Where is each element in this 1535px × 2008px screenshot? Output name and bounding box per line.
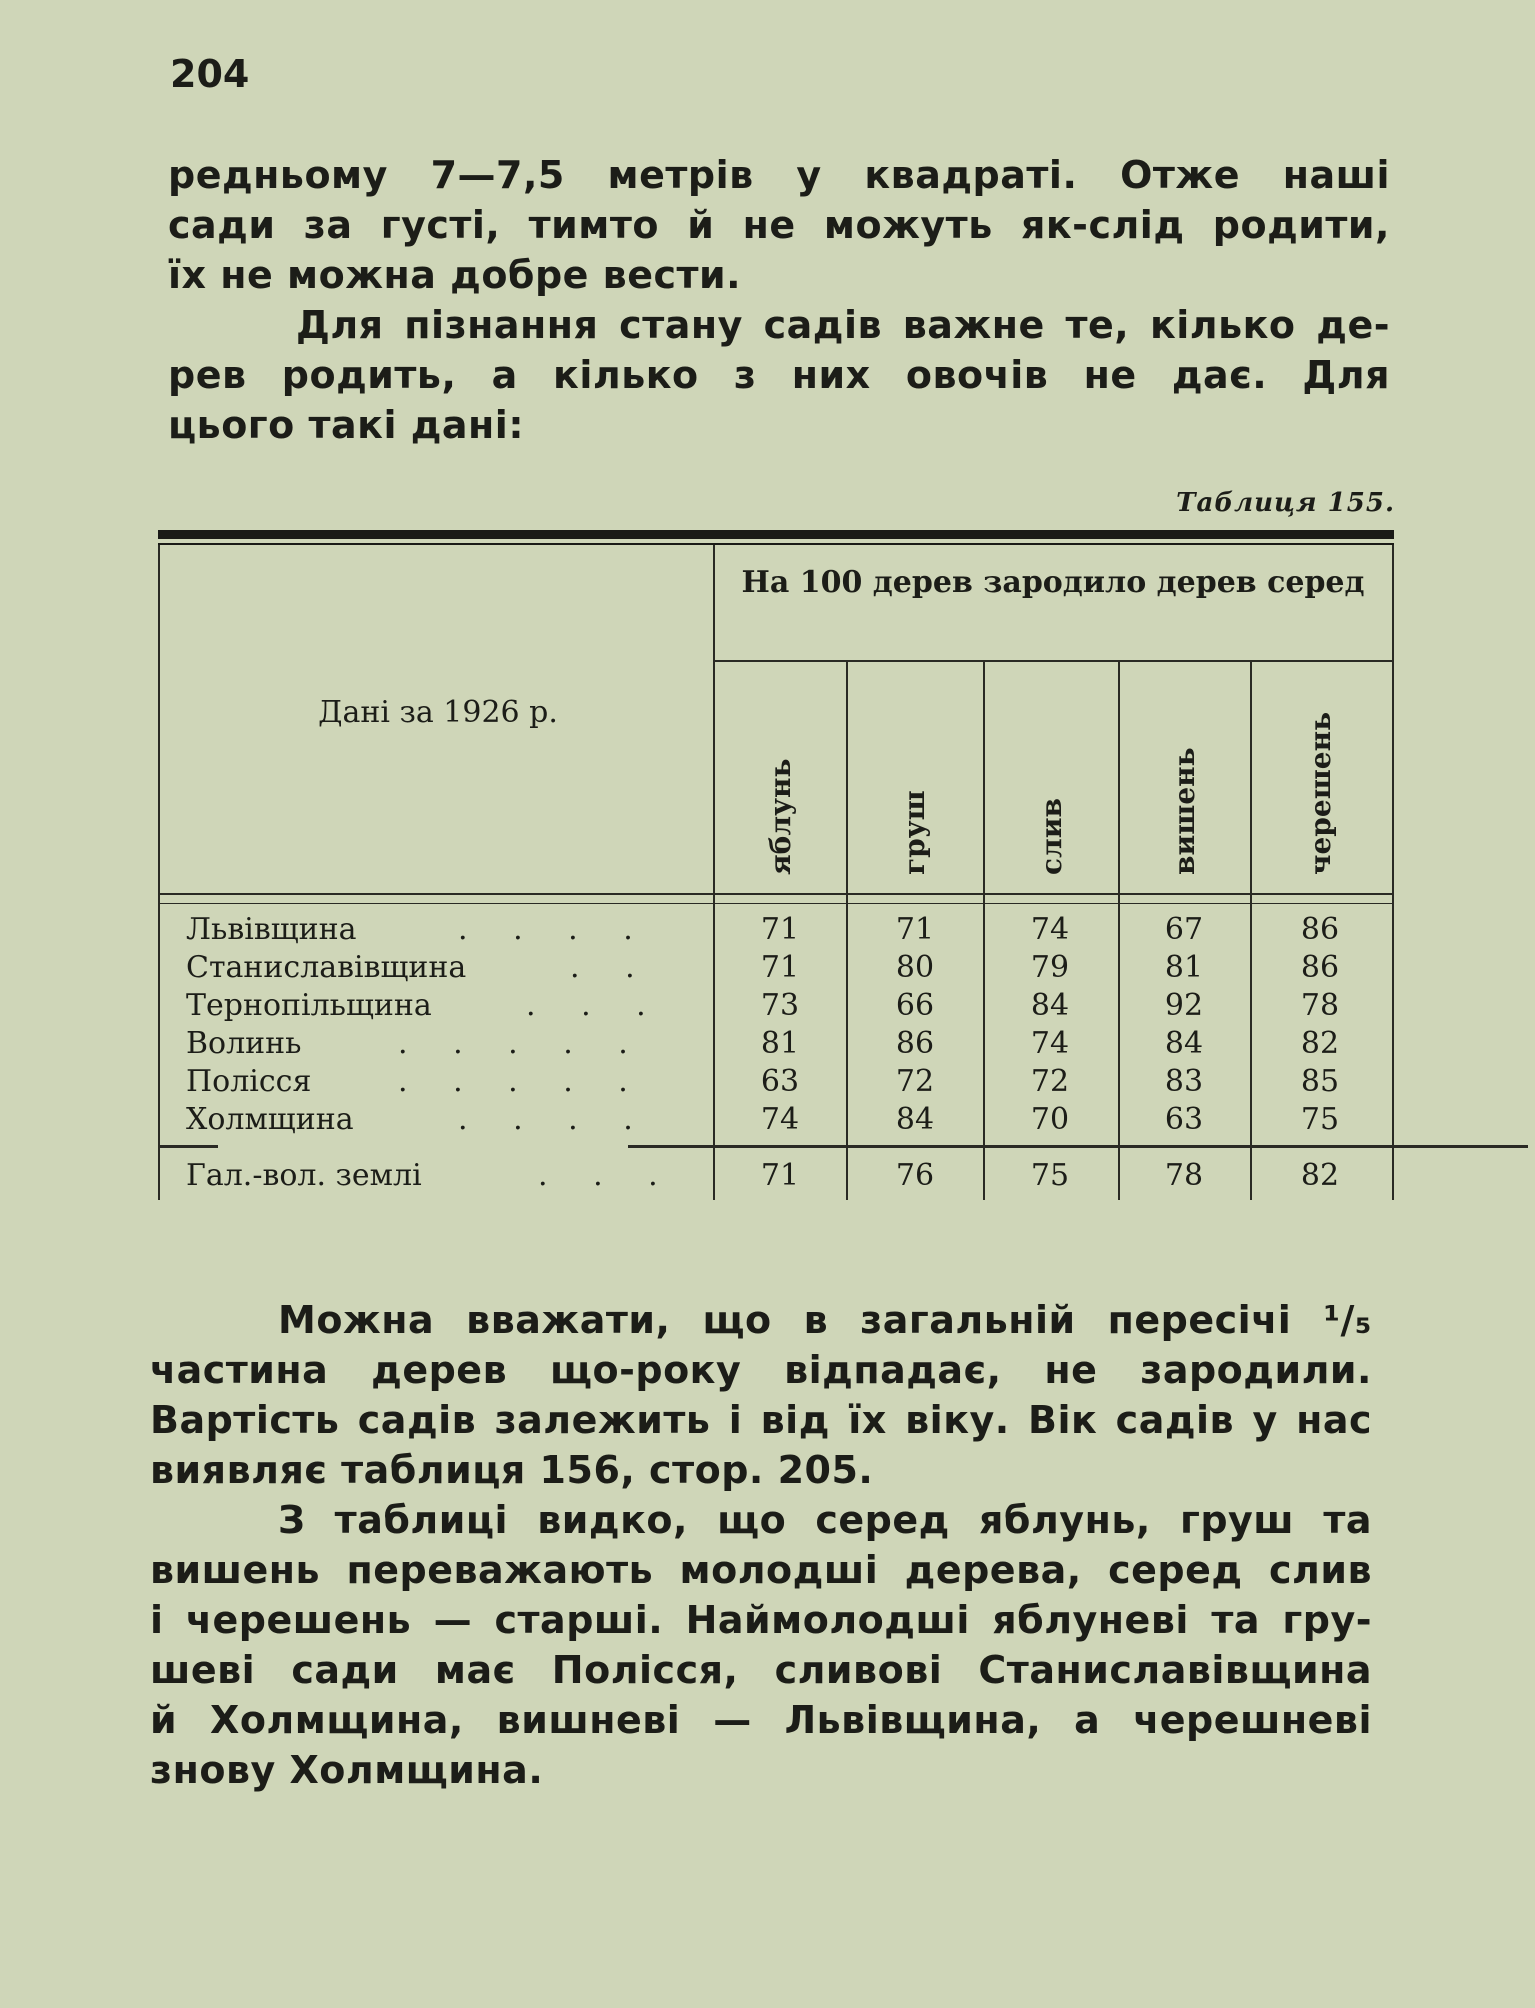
cell-value: 66: [895, 988, 935, 1023]
row-label: Станиславівщина: [186, 950, 467, 985]
column-divider: [1118, 662, 1120, 1200]
cell-value: 71: [760, 1158, 800, 1193]
row-label: Полісся: [186, 1064, 312, 1099]
cell-value: 74: [760, 1102, 800, 1137]
cell-value: 84: [895, 1102, 935, 1137]
total-rule-left: [158, 1145, 218, 1148]
cell-value: 80: [895, 950, 935, 985]
text-line: й Холмщина, вишневі — Львівщина, а черешневі: [150, 1698, 1372, 1742]
cell-value: 73: [760, 988, 800, 1023]
cell-value: 74: [1030, 1026, 1070, 1061]
cell-value: 92: [1164, 988, 1204, 1023]
column-header-apple: яблунь: [764, 758, 797, 875]
cell-value: 71: [760, 950, 800, 985]
header-bottom-rule: [158, 893, 1394, 895]
cell-value: 67: [1164, 912, 1204, 947]
total-label: Гал.-вол. землі: [186, 1158, 422, 1193]
text-line: Вартість садів залежить і від їх віку. Вік садів у нас: [150, 1398, 1372, 1442]
leader-dots: . .: [570, 950, 653, 985]
header-divider: [715, 660, 1392, 662]
text-line: шеві сади має Полісся, сливові Станиславівщина: [150, 1648, 1372, 1692]
cell-value: 81: [760, 1026, 800, 1061]
text-line: сади за густі, тимто й не можуть як-слід родити,: [168, 203, 1390, 247]
table-top-rule-thin: [158, 543, 1394, 545]
text-line: і черешень — старші. Наймолодші яблуневі та гру-: [150, 1598, 1372, 1642]
cell-value: 63: [1164, 1102, 1204, 1137]
table-top-rule: [158, 530, 1394, 539]
text-line: знову Холмщина.: [150, 1748, 544, 1792]
leader-dots: . . .: [526, 988, 664, 1023]
column-header-plum: слив: [1035, 797, 1068, 875]
leader-dots: . . .: [538, 1158, 676, 1193]
cell-value: 84: [1030, 988, 1070, 1023]
cell-value: 63: [760, 1064, 800, 1099]
leader-dots: . . . .: [458, 1102, 651, 1137]
paragraph-3: [150, 1295, 1372, 1495]
text-line: вишень переважають молодші дерева, серед слив: [150, 1548, 1372, 1592]
cell-value: 72: [1030, 1064, 1070, 1099]
header-bottom-rule-thin: [158, 903, 1394, 904]
text-line: редньому 7—7,5 метрів у квадраті. Отже наші: [168, 153, 1390, 197]
text-line: Для пізнання стану садів важне те, кілько де-: [296, 303, 1390, 347]
cell-value: 79: [1030, 950, 1070, 985]
paragraph-1: [168, 150, 1390, 300]
column-header-sweet-cherry: черешень: [1304, 711, 1337, 875]
column-divider: [846, 662, 848, 1200]
text-line: Можна вважати, що в загальній пересічі ¹/₅: [278, 1298, 1372, 1342]
cell-value: 78: [1164, 1158, 1204, 1193]
row-label: Волинь: [186, 1026, 302, 1061]
cell-value: 86: [1300, 950, 1340, 985]
cell-value: 72: [895, 1064, 935, 1099]
cell-value: 86: [895, 1026, 935, 1061]
row-label: Холмщина: [186, 1102, 354, 1137]
column-header-pear: груш: [898, 790, 931, 875]
leader-dots: . . . . .: [398, 1026, 646, 1061]
paragraph-2: [168, 300, 1390, 450]
cell-value: 78: [1300, 988, 1340, 1023]
cell-value: 82: [1300, 1158, 1340, 1193]
text-line: цього такі дані:: [168, 403, 525, 447]
leader-dots: . . . . .: [398, 1064, 646, 1099]
column-divider: [983, 662, 985, 1200]
cell-value: 71: [895, 912, 935, 947]
cell-value: 75: [1300, 1102, 1340, 1137]
cell-value: 70: [1030, 1102, 1070, 1137]
table-caption: Таблиця 155.: [1176, 488, 1395, 518]
text-line: рев родить, а кілько з них овочів не дає. Для: [168, 353, 1390, 397]
text-line: виявляє таблиця 156, стор. 205.: [150, 1448, 874, 1492]
total-rule: [628, 1145, 1528, 1148]
row-label: Тернопільщина: [186, 988, 432, 1023]
cell-value: 74: [1030, 912, 1070, 947]
cell-value: 83: [1164, 1064, 1204, 1099]
column-header-cherry: вишень: [1168, 747, 1201, 875]
stub-divider: [713, 545, 715, 1200]
column-divider: [1250, 662, 1252, 1200]
text-line: їх не можна добре вести.: [168, 253, 742, 297]
group-header: На 100 дерев зародило дерев серед: [741, 565, 1365, 600]
data-table: [158, 530, 1394, 1202]
leader-dots: . . . .: [458, 912, 651, 947]
cell-value: 86: [1300, 912, 1340, 947]
page-number: 204: [170, 52, 250, 96]
cell-value: 71: [760, 912, 800, 947]
text-line: З таблиці видко, що серед яблунь, груш та: [278, 1498, 1372, 1542]
cell-value: 81: [1164, 950, 1204, 985]
cell-value: 76: [895, 1158, 935, 1193]
table-border-right: [1392, 545, 1394, 1200]
paragraph-4: [150, 1495, 1372, 1795]
stub-header: Дані за 1926 р.: [318, 695, 558, 730]
table-border-left: [158, 545, 160, 1200]
cell-value: 85: [1300, 1064, 1340, 1099]
cell-value: 84: [1164, 1026, 1204, 1061]
cell-value: 75: [1030, 1158, 1070, 1193]
row-label: Львівщина: [186, 912, 357, 947]
text-line: частина дерев що-року відпадає, не зародили.: [150, 1348, 1372, 1392]
cell-value: 82: [1300, 1026, 1340, 1061]
